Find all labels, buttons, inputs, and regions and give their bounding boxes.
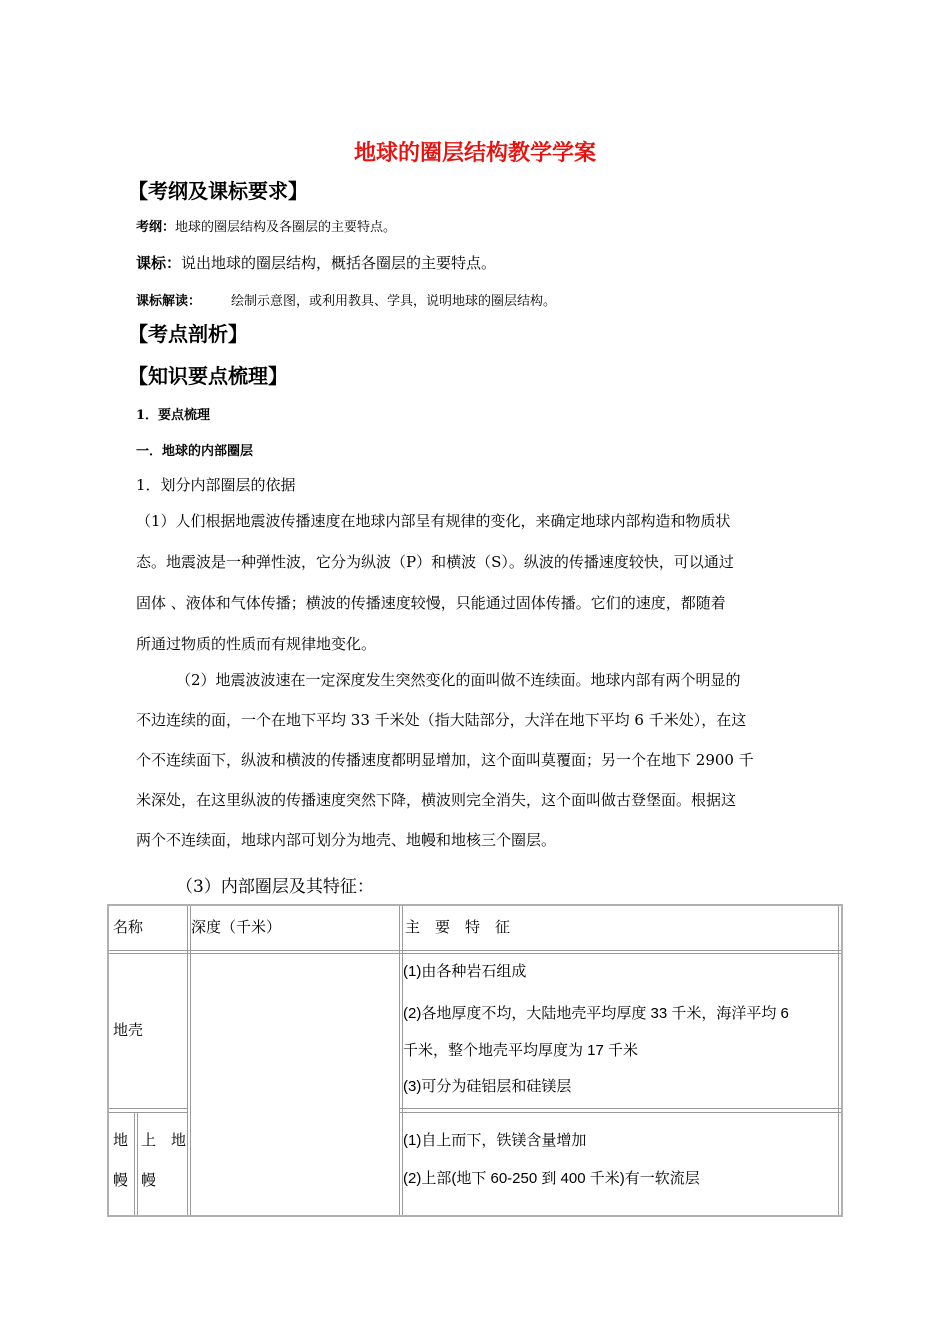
table-divider: [400, 1108, 841, 1109]
upper-mantle-label: 幔: [141, 1172, 157, 1189]
kebiao-line: [136, 252, 496, 273]
table-divider: [399, 906, 400, 1215]
table-divider: [109, 953, 841, 954]
table-divider: [134, 1112, 135, 1215]
paragraph-line: 不边连续的面，一个在地下平均 33 千米处（指大陆部分，大洋在地下平均 6 千米处），在这: [136, 711, 747, 729]
paragraph-line: 个不连续面下，纵波和横波的传播速度都明显增加，这个面叫莫覆面；另一个在地下 2900 千: [136, 751, 754, 769]
paragraph-line: 所通过物质的性质而有规律地变化。: [136, 635, 377, 653]
paragraph-line: （2）地震波波速在一定深度发生突然变化的面叫做不连续面。地球内部有两个明显的: [176, 671, 741, 689]
sub-heading-points: 1．要点梳理: [136, 408, 211, 423]
layers-table: [107, 904, 843, 1217]
header-features: 主 要 特 征: [405, 918, 511, 936]
kaogang-label: 考纲：: [136, 220, 176, 235]
paragraph-line: 两个不连续面，地球内部可划分为地壳、地幔和地核三个圈层。: [136, 831, 557, 849]
table-divider: [137, 1112, 138, 1215]
table-divider: [109, 950, 841, 951]
paragraph-line: 米深处，在这里纵波的传播速度突然下降，横波则完全消失，这个面叫做古登堡面。根据这: [136, 791, 737, 809]
paragraph-line: 固体 、液体和气体传播；横波的传播速度较慢，只能通过固体传播。它们的速度，都随着: [136, 594, 726, 612]
sub-heading-basis: 1．划分内部圈层的依据: [136, 476, 296, 494]
table-divider: [187, 906, 188, 1215]
kebiao-jiedu-label: 课标解读：: [136, 294, 202, 309]
kebiao-jiedu-line: [136, 290, 556, 309]
upper-mantle-label: 上 地: [141, 1132, 187, 1149]
section-heading-knowledge: 【知识要点梳理】: [128, 364, 288, 388]
mantle-feature: (2)上部(地下 60-250 到 400 千米)有一软流层: [403, 1170, 700, 1187]
crust-feature: (2)各地厚度不均，大陆地壳平均厚度 33 千米，海洋平均 6: [403, 1005, 789, 1022]
sub-heading-inner-layers: 一．地球的内部圈层: [136, 444, 254, 459]
section-heading-analysis: 【考点剖析】: [128, 322, 248, 346]
kaogang-text: 地球的圈层结构及各圈层的主要特点。: [175, 220, 397, 235]
table-divider: [838, 906, 839, 1215]
section-heading-requirements: 【考纲及课标要求】: [128, 179, 308, 203]
table-divider: [109, 1112, 188, 1113]
mantle-name-char: 地: [113, 1132, 129, 1149]
table-divider: [190, 906, 191, 1215]
mantle-name-char: 幔: [113, 1172, 129, 1189]
mantle-feature: (1)自上而下，铁镁含量增加: [403, 1132, 587, 1149]
table-divider: [109, 1108, 188, 1109]
page-title: 地球的圈层结构教学学案: [353, 141, 596, 166]
kaogang-line: [136, 216, 396, 235]
crust-feature: 千米，整个地壳平均厚度为 17 千米: [403, 1042, 639, 1059]
crust-feature: (3)可分为硅铝层和硅镁层: [403, 1078, 572, 1095]
paragraph-line: （1）人们根据地震波传播速度在地球内部呈有规律的变化，来确定地球内部构造和物质状: [136, 512, 731, 530]
paragraph-discontinuity: [136, 660, 816, 860]
paragraph-line: 态。地震波是一种弹性波，它分为纵波（P）和横波（S）。纵波的传播速度较快，可以通过: [136, 553, 734, 571]
header-name: 名称: [113, 918, 144, 936]
header-depth: 深度（千米）: [191, 918, 282, 936]
crust-name: 地壳: [113, 1022, 144, 1039]
paragraph-seismic-waves: [136, 501, 816, 665]
kebiao-jiedu-text: 绘制示意图，或利用教具、学具，说明地球的圈层结构。: [231, 294, 557, 309]
kebiao-text: 说出地球的圈层结构，概括各圈层的主要特点。: [181, 254, 497, 272]
table-divider: [400, 1112, 841, 1113]
table-caption: （3）内部圈层及其特征：: [176, 877, 374, 897]
kebiao-label: 课标：: [136, 254, 182, 272]
crust-feature: (1)由各种岩石组成: [403, 963, 527, 980]
